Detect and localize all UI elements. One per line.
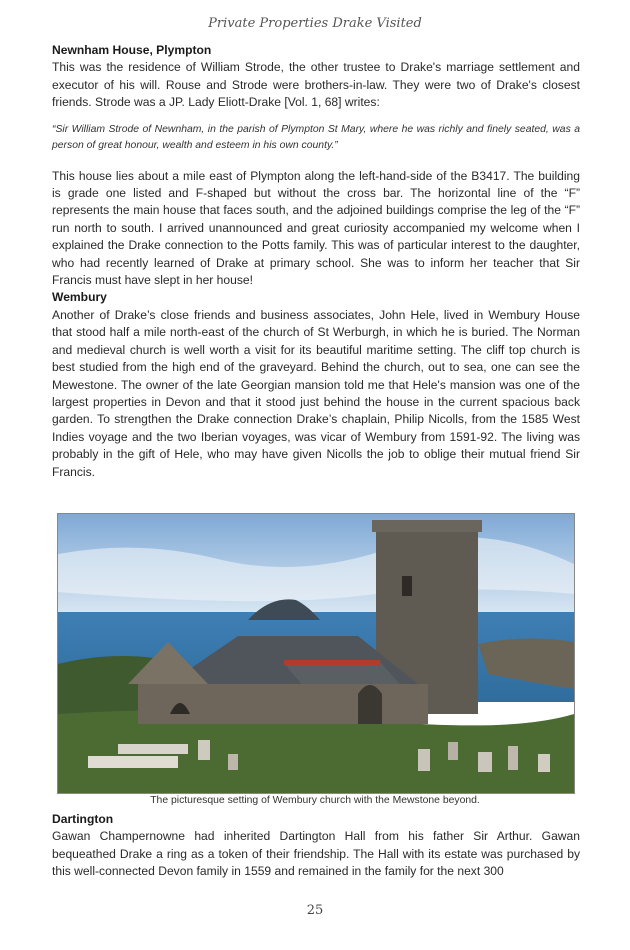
section-heading-wembury: Wembury <box>52 290 107 305</box>
quotation: “Sir William Strode of Newnham, in the parish of Plympton St Mary, where he was richly and finely seated, was a person of great honour, wealth and esteem in his own county.” <box>52 123 580 151</box>
section-heading-newnham: Newnham House, Plympton <box>52 43 212 57</box>
running-header: Private Properties Drake Visited <box>208 16 422 31</box>
church-photo <box>57 513 575 794</box>
paragraph-newnham-house: This house lies about a mile east of Plympton along the left-hand-side of the B3417. The building is grade one listed and F-shaped but without the cross bar. The horizontal line of the “F” represents the main house that faces south, and the adjoined buildings comprise the leg of the “F” run north to south. I arrived unannounced and great curiosity accompanied my welcome when I explained the Drake connection to the Potts family. This was of particular interest to the daughter, who had recently learned of Drake at primary school. She was to inform her teacher that Sir Francis must have slept in her house! <box>52 168 580 288</box>
main-text-continued <box>52 811 580 881</box>
photo-caption: The picturesque setting of Wembury church with the Mewstone beyond. <box>150 795 480 806</box>
page-number: 25 <box>306 903 324 918</box>
gravestone <box>118 744 188 754</box>
section-heading-dartington: Dartington <box>52 812 114 826</box>
church-photo-illustration <box>58 514 574 793</box>
main-text <box>52 42 580 481</box>
paragraph-dartington: Gawan Champernowne had inherited Dartington Hall from his father Sir Arthur. Gawan bequeathed Drake a ring as a token of their friendship. The Hall with its estate was purchased by this well-connected Devon family in 1559 and remained in the family for the next 300 <box>52 829 580 879</box>
paragraph-newnham-intro: This was the residence of William Strode, the other trustee to Drake's marriage settlement and executor of his will. Rouse and Strode were brothers-in-law. They were two of Drake's closest friends. Strode was a JP. Lady Eliott-Drake [Vol. 1, 68] writes: <box>52 60 580 110</box>
paragraph-wembury: Another of Drake’s close friends and business associates, John Hele, lived in Wembury House that stood half a mile north-east of the church of St Werburgh, in which he is buried. The Norman and medieval church is well worth a visit for its beautiful maritime setting. The cliff top church is best studied from the high end of the graveyard. Behind the church, out to sea, one can see the Mewestone. The owner of the late Georgian mansion told me that Hele's mansion was one of the largest properties in Devon and that it stood just behind the house in the current spacious back garden. To strengthen the Drake connection Drake’s chaplain, Philip Nicolls, from the 1585 West Indies voyage and the two Iberian voyages, was vicar of Wembury from 1591-92. The living was probably in the gift of Hele, who may have given Nicolls the job to oblige their mutual friend Sir Francis. <box>52 307 580 479</box>
